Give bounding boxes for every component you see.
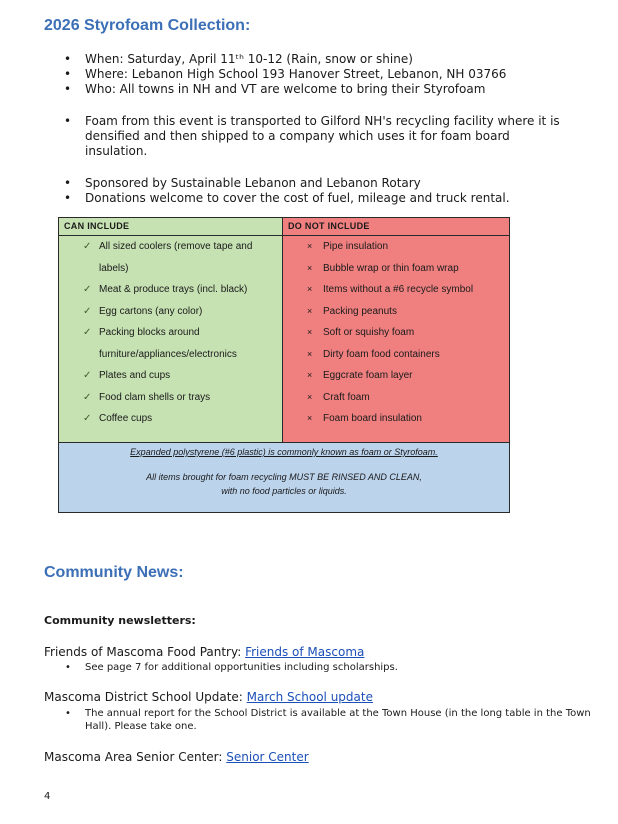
community-news-title: Community News: [44, 564, 184, 581]
event-when: • When: Saturday, April 11ᵗʰ 10-12 (Rain, snow or shine) [44, 52, 506, 67]
do-not-include-header: DO NOT INCLUDE [283, 218, 509, 236]
process-list [44, 114, 564, 159]
include-table [58, 217, 510, 513]
cannot-item: × Dirty foam food containers [283, 344, 509, 366]
x-icon: × [307, 241, 313, 251]
senior-center-line: Mascoma Area Senior Center: Senior Center [44, 750, 309, 764]
newsletters-heading: Community newsletters: [44, 614, 196, 627]
can-include-list [59, 236, 282, 430]
can-item: ✓ Coffee cups [59, 408, 282, 430]
page-number: 4 [44, 791, 51, 802]
food-pantry-note: • See page 7 for additional opportunities including scholarships. [44, 661, 605, 674]
cannot-item: × Bubble wrap or thin foam wrap [283, 258, 509, 280]
school-update-notes [44, 707, 605, 733]
cannot-item: × Packing peanuts [283, 301, 509, 323]
x-icon: × [307, 262, 313, 273]
check-icon: ✓ [83, 391, 92, 403]
collection-title: 2026 Styrofoam Collection: [44, 17, 251, 34]
check-icon: ✓ [83, 305, 92, 317]
check-icon: ✓ [83, 413, 92, 424]
can-item: ✓ Packing blocks around furniture/appliances/electronics [59, 322, 282, 365]
x-icon: × [307, 284, 313, 294]
cannot-item: × Eggcrate foam layer [283, 365, 509, 387]
can-item: ✓ Food clam shells or trays [59, 387, 282, 409]
cannot-item: × Pipe insulation [283, 236, 509, 258]
x-icon: × [307, 348, 313, 359]
can-item: ✓ Plates and cups [59, 365, 282, 387]
cannot-item: × Items without a #6 recycle symbol [283, 279, 509, 301]
school-update-note: • The annual report for the School District is available at the Town House (in the long table in the Town Hall). Please take one. [44, 707, 605, 733]
do-not-include-column [283, 218, 509, 442]
can-include-column [59, 218, 283, 442]
do-not-include-list [283, 236, 509, 430]
senior-center-link[interactable]: Senior Center [226, 750, 309, 764]
cannot-item: × Foam board insulation [283, 408, 509, 430]
sponsor-line: • Sponsored by Sustainable Lebanon and Lebanon Rotary [44, 176, 510, 191]
cannot-item: × Soft or squishy foam [283, 322, 509, 344]
march-school-update-link[interactable]: March School update [246, 690, 373, 704]
clean-note: All items brought for foam recycling MUST BE RINSED AND CLEAN, with no food particles or liquids. [146, 472, 422, 496]
x-icon: × [307, 305, 313, 316]
can-item: ✓ Egg cartons (any color) [59, 301, 282, 323]
cannot-item: × Craft foam [283, 387, 509, 409]
polystyrene-note: Expanded polystyrene (#6 plastic) is commonly known as foam or Styrofoam. [130, 447, 438, 457]
event-where: • Where: Lebanon High School 193 Hanover Street, Lebanon, NH 03766 [44, 67, 506, 82]
check-icon: ✓ [83, 327, 92, 338]
can-item: ✓ Meat & produce trays (incl. black) [59, 279, 282, 301]
food-pantry-notes [44, 661, 605, 674]
donations-line: • Donations welcome to cover the cost of fuel, mileage and truck rental. [44, 191, 510, 206]
event-details-list [44, 52, 506, 97]
table-note [59, 442, 509, 512]
x-icon: × [307, 327, 313, 337]
x-icon: × [307, 413, 313, 423]
check-icon: ✓ [83, 284, 92, 295]
can-include-header: CAN INCLUDE [59, 218, 282, 236]
x-icon: × [307, 391, 313, 402]
check-icon: ✓ [83, 370, 92, 381]
school-update-line: Mascoma District School Update: March School update [44, 690, 373, 704]
can-item: ✓ All sized coolers (remove tape and labels) [59, 236, 282, 279]
sponsor-list [44, 176, 510, 206]
check-icon: ✓ [83, 241, 92, 252]
process-description: • Foam from this event is transported to Gilford NH's recycling facility where it is densified and then shipped to a company which uses it for foam board insulation. [44, 114, 564, 159]
event-who: • Who: All towns in NH and VT are welcome to bring their Styrofoam [44, 82, 506, 97]
friends-of-mascoma-link[interactable]: Friends of Mascoma [245, 645, 365, 659]
food-pantry-line: Friends of Mascoma Food Pantry: Friends of Mascoma [44, 645, 365, 659]
x-icon: × [307, 370, 313, 380]
